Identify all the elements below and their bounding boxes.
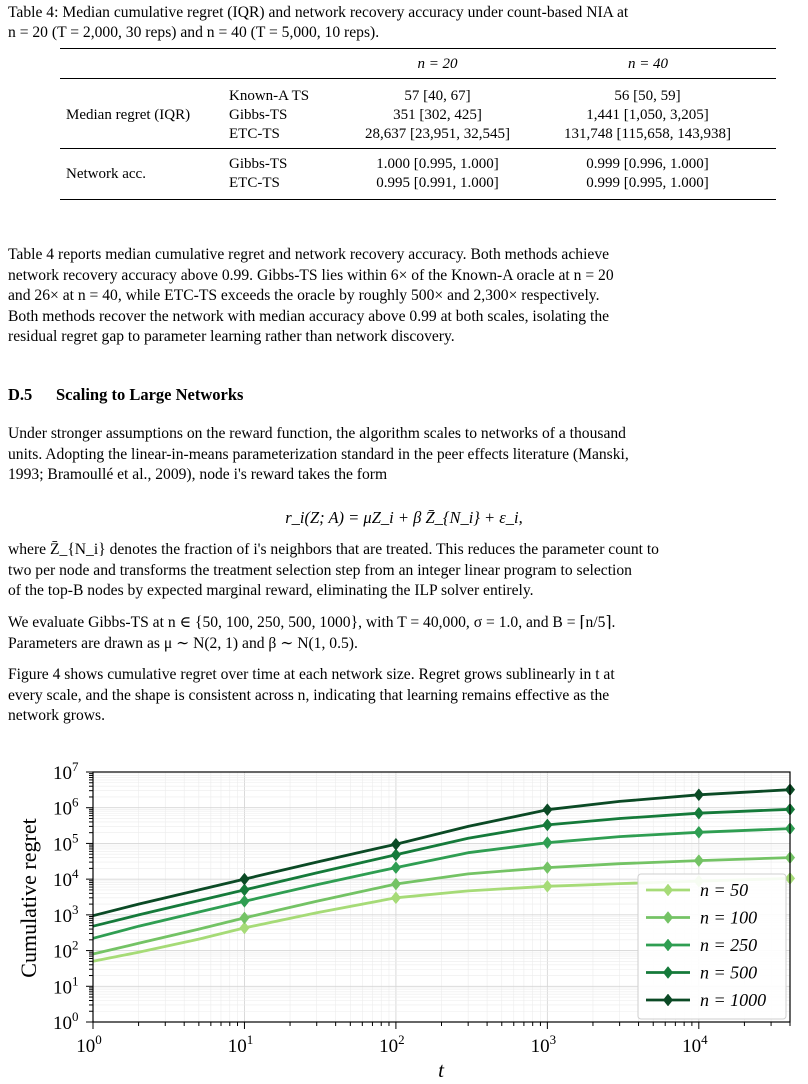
table-cell-n40: 56 [50, 59] [614, 88, 681, 104]
table-col-header-n20: n = 20 [417, 56, 458, 72]
table-cell-n40: 0.999 [0.996, 1.000] [586, 156, 709, 172]
text-line: Both methods recover the network with median accuracy above 0.99 at both scales, isolating the [8, 307, 610, 325]
series-marker [543, 819, 553, 831]
x-tick-label: $10^2$ [379, 1032, 405, 1057]
text-line: network recovery accuracy above 0.99. Gibbs-TS lies within 6× of the Known-A oracle at n = 20 [8, 266, 614, 284]
legend-label: n = 250 [700, 935, 758, 955]
text-line: two per node and transforms the treatment selection step from an integer linear program to selection [8, 561, 632, 579]
chart-legend [638, 874, 786, 1019]
text-line: Table 4 reports median cumulative regret and network recovery accuracy. Both methods achieve [8, 246, 610, 263]
table-cell-n20: 351 [302, 425] [393, 107, 482, 123]
table-col-header-n40: n = 40 [627, 56, 669, 72]
y-tick-label: $10^2$ [53, 937, 79, 963]
series-marker [694, 826, 704, 838]
table-caption [8, 3, 798, 43]
table-group-rule [60, 148, 776, 149]
series-marker [543, 804, 553, 816]
series-marker [391, 838, 401, 850]
series-marker [240, 895, 250, 907]
table-cell-n40: 0.999 [0.995, 1.000] [586, 175, 709, 191]
y-tick-label: $10^0$ [53, 1009, 79, 1034]
section-number: D.5 [8, 385, 33, 404]
reward-equation: r_i(Z; A) = μZ_i + β Z̄_{N_i} + ε_i, [285, 508, 523, 527]
text-line: Under stronger assumptions on the reward function, the algorithm scales to networks of a thousand [8, 425, 626, 442]
table-cell-n20: 57 [40, 67] [404, 88, 471, 104]
table-cell-method: Gibbs-TS [229, 107, 288, 123]
paragraph-figure-discussion [8, 665, 798, 727]
text-line: where Z̄_{N_i} denotes the fraction of i's neighbors that are treated. This reduces the parameter count to [8, 541, 659, 558]
y-tick-label: $10^4$ [53, 866, 79, 892]
table-group-label-network: Network acc. [66, 166, 146, 182]
table-group-label-regret: Median regret (IQR) [66, 107, 191, 123]
section-heading [8, 385, 243, 405]
y-tick-label: $10^5$ [53, 830, 79, 856]
x-axis-label: t [438, 1058, 444, 1082]
table-cell-method: ETC-TS [229, 175, 280, 191]
legend-label: n = 100 [700, 907, 758, 928]
series-marker [543, 880, 553, 892]
table-mid-rule [60, 78, 776, 79]
legend-label: n = 50 [700, 880, 749, 900]
x-tick-label: $10^0$ [76, 1032, 102, 1057]
section-title: Scaling to Large Networks [56, 385, 244, 404]
x-tick-label: $10^3$ [530, 1032, 557, 1057]
x-tick-label: $10^4$ [682, 1032, 708, 1057]
x-tick-label: $10^1$ [227, 1032, 254, 1057]
series-marker [694, 807, 704, 819]
y-tick-label: $10^7$ [53, 759, 79, 784]
series-marker [240, 884, 250, 896]
y-tick-label: $10^6$ [53, 794, 79, 820]
y-tick-label: $10^3$ [53, 901, 79, 927]
series-marker [240, 912, 250, 924]
text-line: of the top-B nodes by expected marginal reward, eliminating the ILP solver entirely. [8, 582, 534, 599]
series-marker [694, 855, 704, 867]
table-cell-method: Known-A TS [229, 88, 310, 104]
table-cell-n20: 0.995 [0.991, 1.000] [376, 175, 499, 191]
legend-label: n = 1000 [700, 990, 767, 1010]
series-marker [543, 862, 553, 874]
table-cell-n40: 1,441 [1,050, 3,205] [586, 107, 709, 123]
y-tick-label: $10^1$ [53, 973, 79, 999]
text-line: and 26× at n = 40, while ETC-TS exceeds the oracle by roughly 500× and 2,300× respectively. [8, 287, 600, 304]
table-caption-line-1: Table 4: Median cumulative regret (IQR) and network recovery accuracy under count-based NIA at [8, 4, 629, 21]
series-marker [391, 878, 401, 890]
table-cell-n20: 1.000 [0.995, 1.000] [376, 156, 499, 172]
text-line: units. Adopting the linear-in-means parameterization standard in the peer effects literature (Manski, [8, 445, 629, 463]
text-line: network grows. [8, 707, 106, 724]
table-caption-line-2: n = 20 (T = 2,000, 30 reps) and n = 40 (T = 5,000, 10 reps). [8, 24, 380, 41]
table-cell-method: Gibbs-TS [229, 156, 288, 172]
table-top-rule [60, 48, 776, 49]
text-line: residual regret gap to parameter learning rather than network discovery. [8, 328, 455, 345]
paragraph-model-description [8, 540, 798, 602]
text-line: Figure 4 shows cumulative regret over time at each network size. Regret grows sublinearly in t at [8, 666, 615, 683]
paragraph-scaling-intro [8, 424, 798, 486]
y-axis-label: Cumulative regret [16, 818, 41, 978]
legend-label: n = 500 [700, 962, 758, 983]
text-line: Parameters are drawn as μ ∼ N(2, 1) and β ∼ N(1, 0.5). [8, 634, 358, 652]
regret-chart [0, 744, 808, 1084]
text-line: We evaluate Gibbs-TS at n ∈ {50, 100, 250, 500, 1000}, with T = 40,000, σ = 1.0, and B = ⌈n/5⌉. [8, 614, 616, 631]
paragraph-evaluation-setup [8, 613, 798, 654]
table-cell-n20: 28,637 [23,951, 32,545] [365, 126, 510, 142]
text-line: 1993; Bramoullé et al., 2009), node i's reward takes the form [8, 466, 388, 483]
table-cell-method: ETC-TS [229, 126, 280, 142]
paragraph-table-discussion [8, 245, 798, 348]
text-line: every scale, and the shape is consistent across n, indicating that learning remains effective as the [8, 686, 610, 704]
series-marker [240, 873, 250, 885]
table-bottom-rule [60, 199, 776, 200]
series-marker [391, 862, 401, 874]
table-cell-n40: 131,748 [115,658, 143,938] [564, 126, 731, 142]
